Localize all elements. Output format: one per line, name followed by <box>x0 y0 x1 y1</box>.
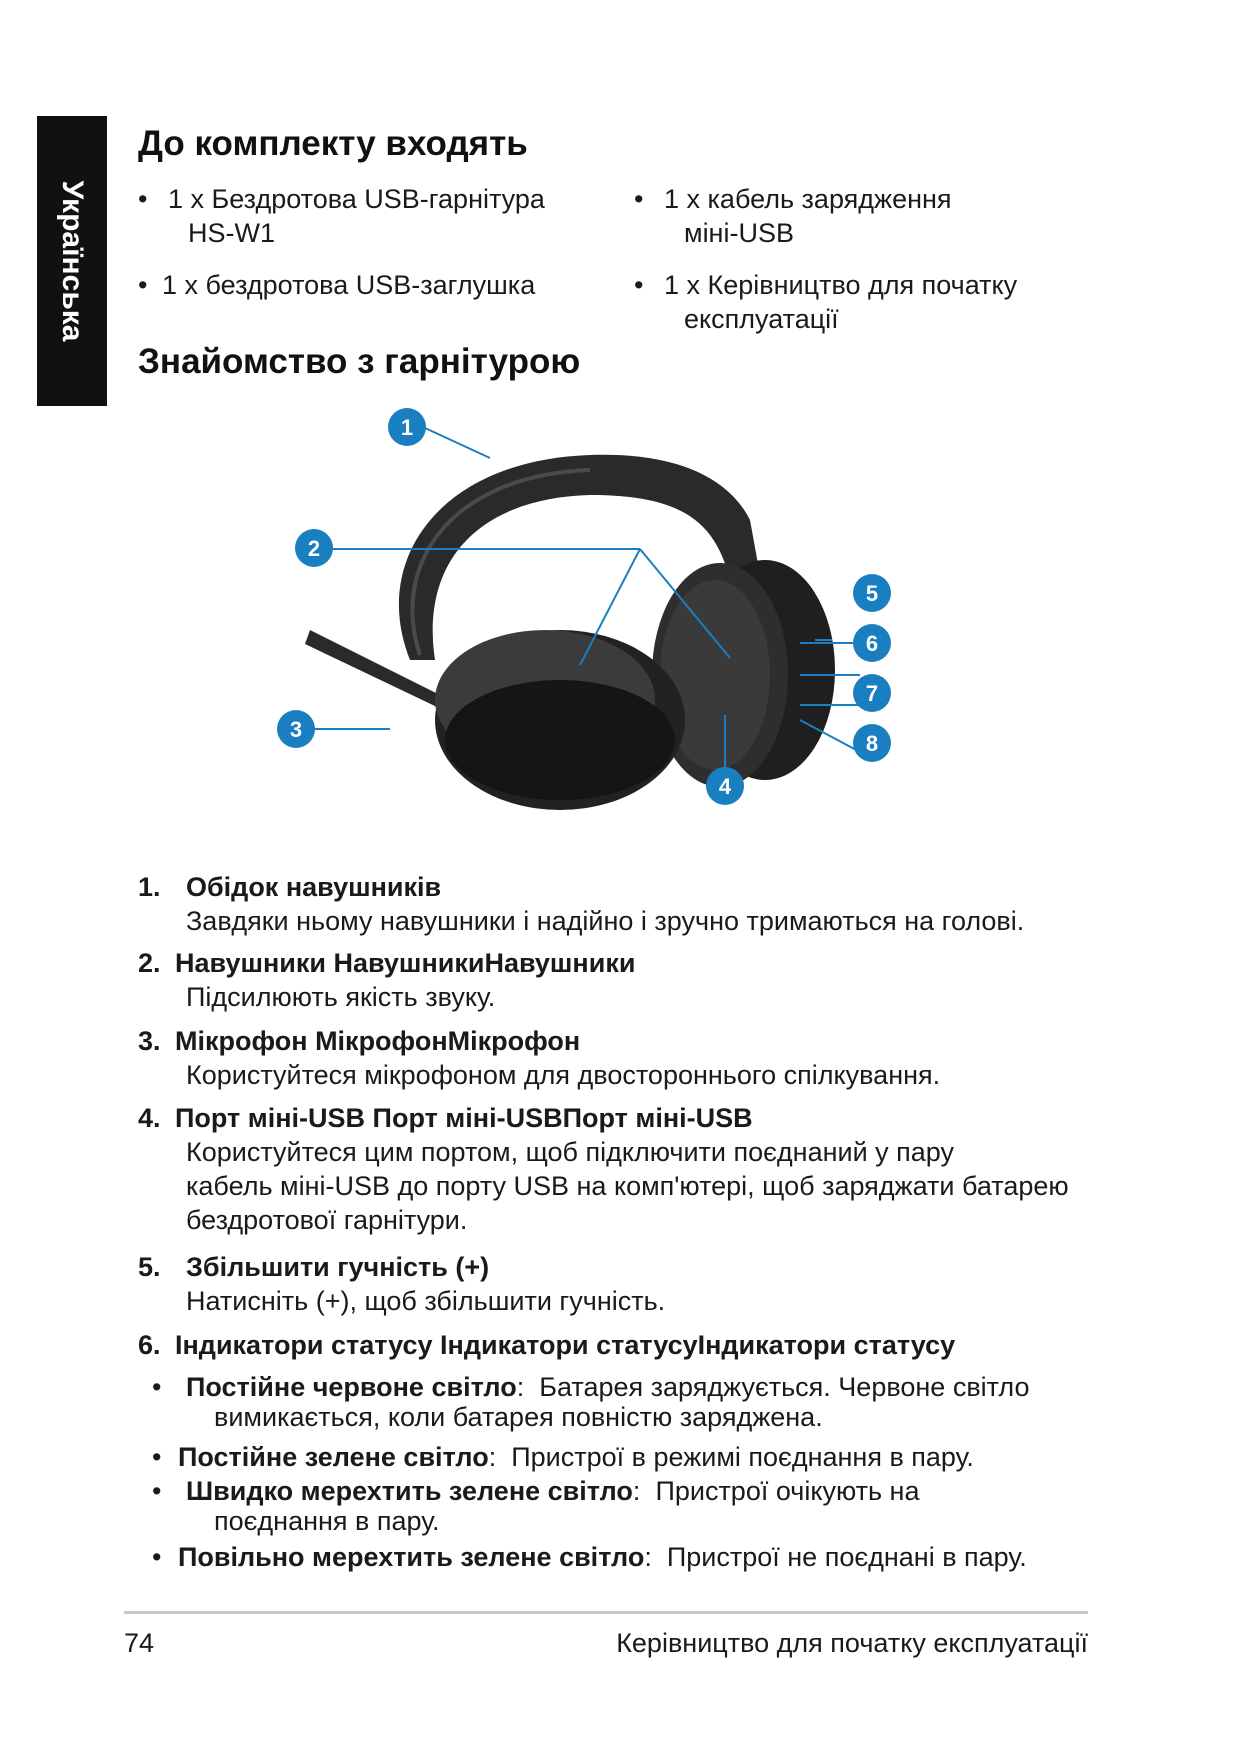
svg-text:7: 7 <box>865 681 879 706</box>
svg-text:5: 5 <box>865 581 879 606</box>
feature-item: 2. Навушники НавушникиНавушники Підсилюють якість звуку. <box>138 948 636 1012</box>
package-item: • 1 x Бездротова USB-гарнітура HS-W1 <box>138 184 545 248</box>
feature-item: 3. Мікрофон МікрофонМікрофон Користуйтеся мікрофоном для двостороннього спілкування. <box>138 1026 941 1090</box>
feature-item: 6. Індикатори статусу Індикатори статусуІндикатори статусу <box>138 1330 956 1360</box>
language-tab <box>37 116 107 406</box>
callout-1 <box>388 408 426 446</box>
callout-5 <box>853 574 891 612</box>
callout-3 <box>277 710 315 748</box>
callout-6 <box>853 624 891 662</box>
intro-heading: Знайомство з гарнітурою <box>138 342 581 381</box>
package-item: • 1 x Керівництво для початку експлуатації <box>634 270 1018 334</box>
svg-text:8: 8 <box>865 731 879 756</box>
svg-text:4: 4 <box>718 774 732 799</box>
svg-text:2: 2 <box>307 536 321 561</box>
package-item: • 1 x бездротова USB-заглушка <box>138 270 536 300</box>
callout-4 <box>706 767 744 805</box>
page-number: 74 <box>124 1628 155 1658</box>
svg-text:6: 6 <box>865 631 879 656</box>
footer-divider <box>124 1611 1088 1614</box>
status-item: • Постійне зелене світло: Пристрої в режимі поєднання в пару. <box>152 1442 974 1472</box>
package-item: • 1 x кабель зарядження міні-USB <box>634 184 952 248</box>
svg-text:1: 1 <box>400 415 414 440</box>
footer-title: Керівництво для початку експлуатації <box>616 1628 1088 1658</box>
headset-diagram <box>260 400 920 820</box>
language-tab-label: Українська <box>56 180 89 342</box>
feature-item: 4. Порт міні-USB Порт міні-USBПорт міні-USB Користуйтеся цим портом, щоб підключити поєднаний у пару кабель міні-USB до порту USB на комп'ютері, щоб заряджати батарею бездротової гарнітури. <box>138 1103 1069 1235</box>
status-item: • Повільно мерехтить зелене світло: Пристрої не поєднані в пару. <box>152 1542 1027 1572</box>
feature-item: 1. Обідок навушників Завдяки ньому навушники і надійно і зручно тримаються на голові. <box>138 872 1025 936</box>
status-item: • Постійне червоне світло: Батарея заряджується. Червоне світло вимикається, коли батарея повністю заряджена. <box>152 1372 1030 1432</box>
callout-7 <box>853 674 891 712</box>
package-heading: До комплекту входять <box>138 124 528 163</box>
callout-2 <box>295 529 333 567</box>
status-item: • Швидко мерехтить зелене світло: Пристрої очікують на поєднання в пару. <box>152 1476 920 1536</box>
feature-item: 5. Збільшити гучність (+) Натисніть (+), щоб збільшити гучність. <box>138 1252 666 1316</box>
callout-8 <box>853 724 891 762</box>
svg-text:3: 3 <box>289 717 303 742</box>
